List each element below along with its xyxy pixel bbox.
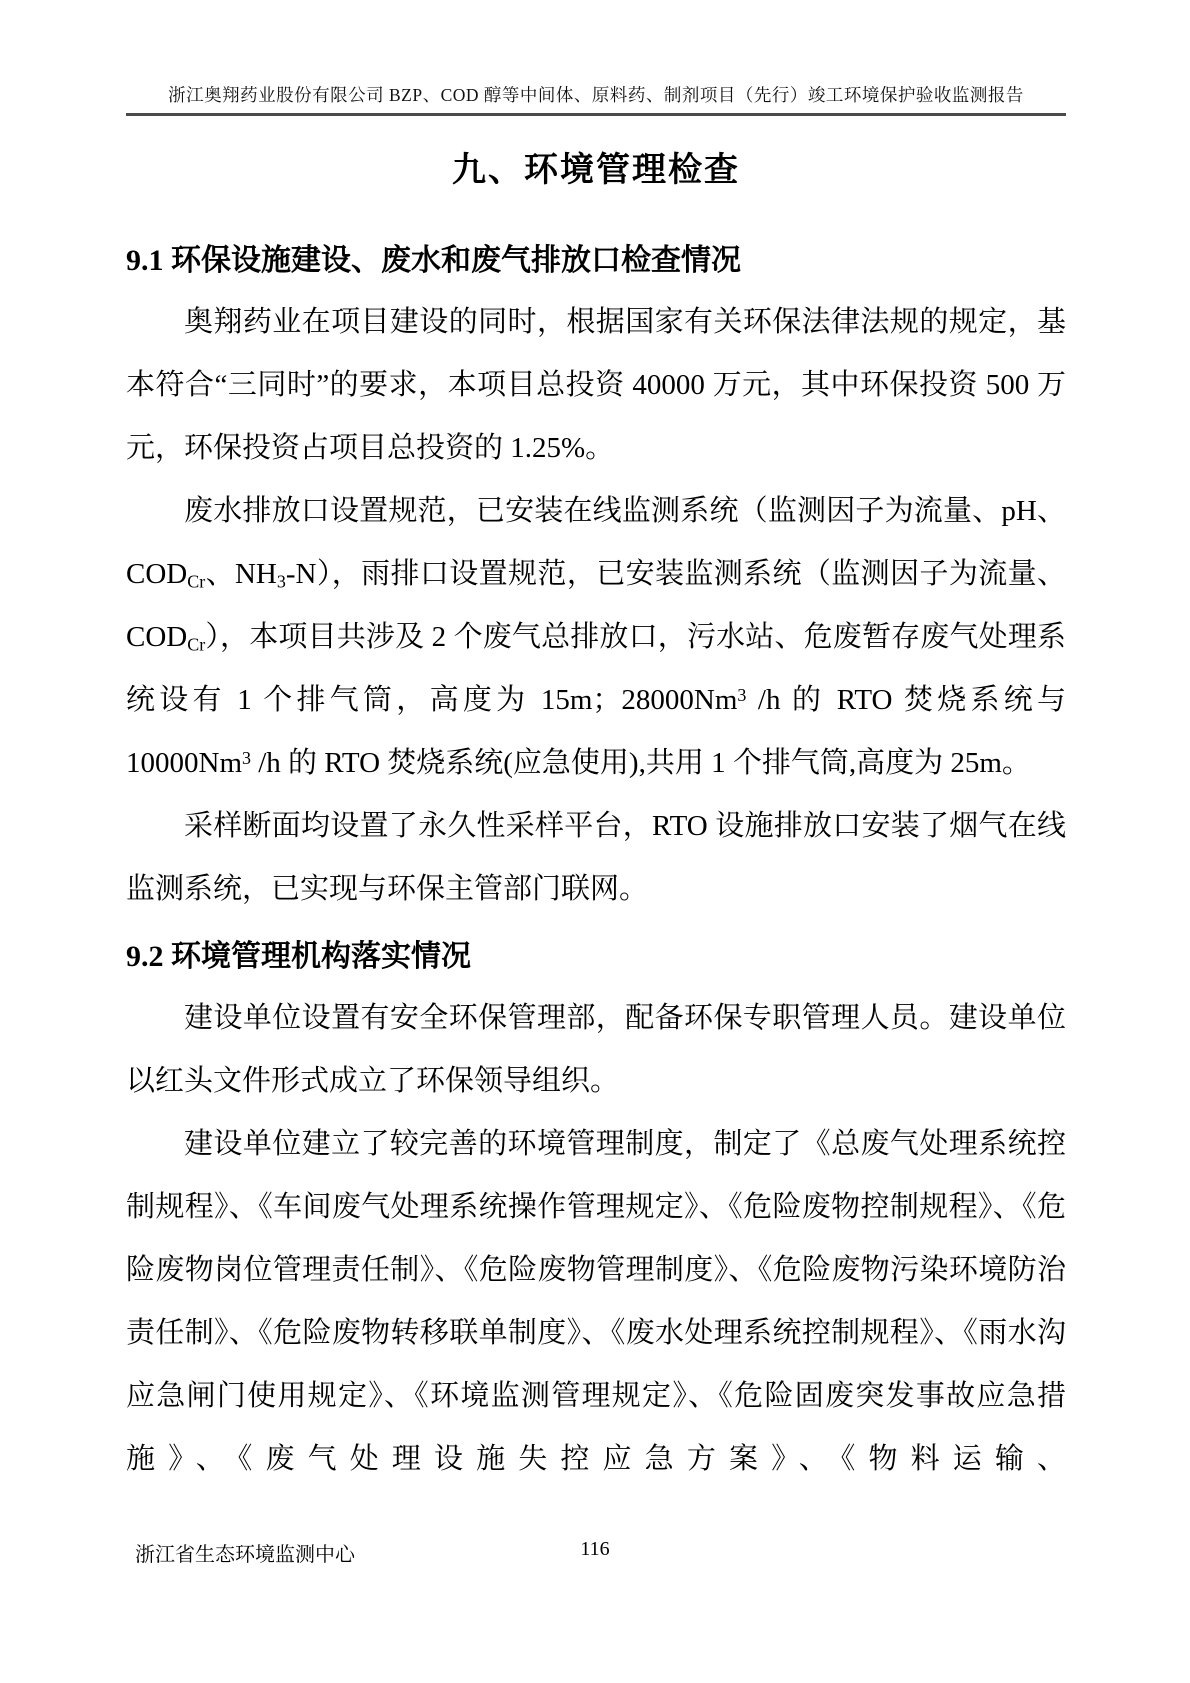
page-number: 116 xyxy=(580,1538,610,1560)
footer-organization: 浙江省生态环境监测中心 xyxy=(135,1544,355,1566)
paragraph-sampling-platform: 采样断面均设置了永久性采样平台，RTO 设施排放口安装了烟气在线监测系统，已实现与环保主管部门联网。 xyxy=(126,810,1066,905)
paragraph-investment: 奥翔药业在项目建设的同时，根据国家有关环保法律法规的规定，基本符合“三同时”的要求，本项目总投资 40000 万元，其中环保投资 500 万元，环保投资占项目总投资的 1.25%。 xyxy=(126,306,1066,464)
chapter-title: 九、环境管理检查 xyxy=(452,152,740,189)
paragraph-management-dept: 建设单位设置有安全环保管理部，配备环保专职管理人员。建设单位以红头文件形式成立了环保领导组织。 xyxy=(126,1002,1066,1097)
section-heading-9-2: 9.2 环境管理机构落实情况 xyxy=(126,940,471,973)
page-header xyxy=(126,0,1066,116)
header-title: 浙江奥翔药业股份有限公司 BZP、COD 醇等中间体、原料药、制剂项目（先行）竣工环境保护验收监测报告 xyxy=(168,85,1024,105)
section-heading-9-1: 9.1 环保设施建设、废水和废气排放口检查情况 xyxy=(126,244,741,277)
page-footer xyxy=(0,1538,1190,1570)
paragraph-management-rules: 建设单位建立了较完善的环境管理制度，制定了《总废气处理系统控制规程》、《车间废气处理系统操作管理规定》、《危险废物控制规程》、《危险废物岗位管理责任制》、《危险废物管理制度》、《危险废物污染环境防治责任制》、《危险废物转移联单制度》、《废水处理系统控制规程》、《雨水沟应急闸门使用规定》、《环境监测管理规定》、《危险固废突发事故应急措施》、《废气处理设施失控应急方案》、《物料运输、 xyxy=(126,1128,1066,1475)
paragraph-outlets: 废水排放口设置规范，已安装在线监测系统（监测因子为流量、pH、$COD_{Cr}$、$NH_3-N$），雨排口设置规范，已安装监测系统（监测因子为流量、$COD_{Cr}$），本项目共涉及 2 个废气总排放口，污水站、危废暂存废气处理系统设有 1 个排气筒，高度为 15m；28000Nm$^3$ /h 的 RTO 焚烧系统与 10000Nm$^3$ /h 的 RTO 焚烧系统(应急使用),共用 1 个排气筒,高度为 25m。 xyxy=(126,495,1067,779)
